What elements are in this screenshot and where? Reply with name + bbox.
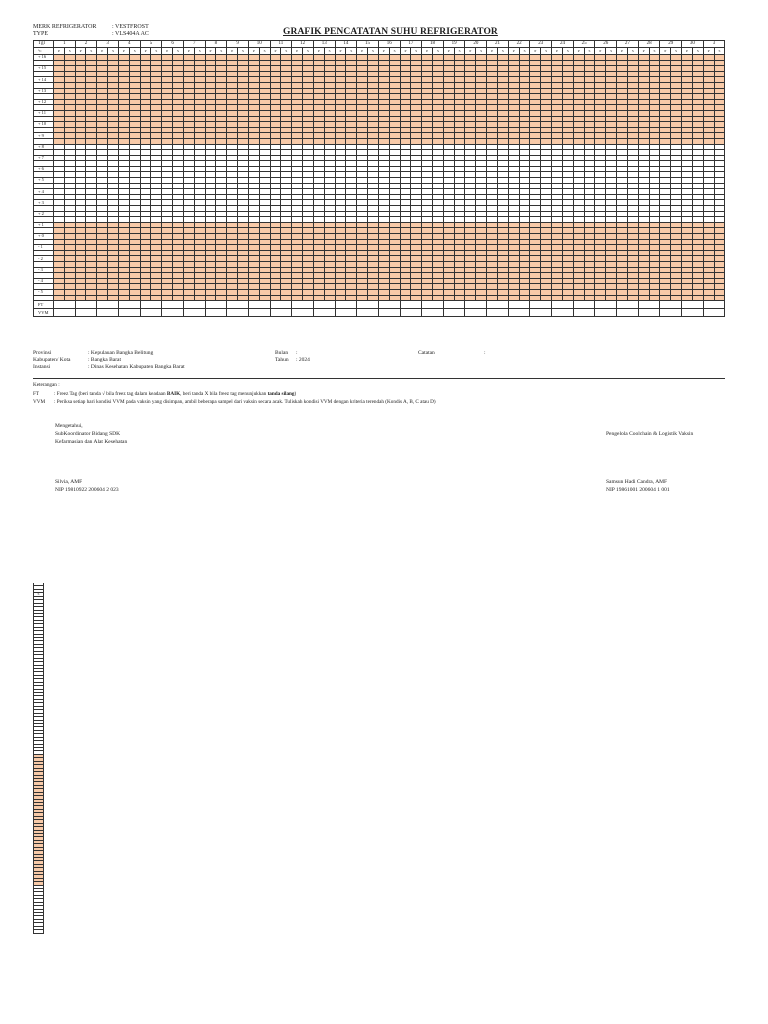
ft-row-cell: [573, 301, 595, 309]
ft-note: [54, 390, 296, 398]
time-header: S: [259, 48, 270, 55]
day-header: 8: [205, 41, 227, 48]
vvm-row-cell: [465, 309, 487, 317]
vvm-row-cell: [183, 309, 205, 317]
temperature-label: + 10: [34, 122, 54, 128]
day-header: 20: [465, 41, 487, 48]
temperature-label: - 4: [34, 278, 54, 284]
time-header: S: [454, 48, 465, 55]
time-header: S: [497, 48, 508, 55]
time-header: P: [75, 48, 86, 55]
ft-row-cell: [400, 301, 422, 309]
temperature-label: + 3: [34, 200, 54, 206]
time-header: S: [692, 48, 703, 55]
time-header: P: [313, 48, 324, 55]
day-header: 6: [162, 41, 184, 48]
time-header: S: [389, 48, 400, 55]
time-header: S: [671, 48, 682, 55]
merk-label: MERK REFRIGERATOR: [33, 24, 97, 30]
time-header: P: [638, 48, 649, 55]
vvm-row-cell: [660, 309, 682, 317]
sig-left-nip: NIP 19810922 200604 2 023: [55, 487, 119, 493]
day-header: 14: [335, 41, 357, 48]
vvm-note-key: VVM: [33, 399, 46, 405]
ft-row-cell: [638, 301, 660, 309]
time-header: S: [216, 48, 227, 55]
ft-note-bold-2: tanda silang: [267, 391, 295, 397]
time-header: P: [508, 48, 519, 55]
temperature-label: + 11: [34, 110, 54, 116]
vvm-row-cell: [118, 309, 140, 317]
ft-row-cell: [595, 301, 617, 309]
vvm-row-cell: [682, 309, 704, 317]
keterangan-label: Keterangan :: [33, 382, 60, 388]
day-header: 3: [97, 41, 119, 48]
day-header: 16: [378, 41, 400, 48]
ft-row: [34, 301, 725, 309]
day-header: 17: [400, 41, 422, 48]
time-header: S: [238, 48, 249, 55]
time-header: S: [86, 48, 97, 55]
ft-row-cell: [183, 301, 205, 309]
temperature-label: + 1: [34, 222, 54, 228]
time-header: S: [173, 48, 184, 55]
time-header: P: [335, 48, 346, 55]
ft-row-cell: [552, 301, 574, 309]
ft-row-cell: [530, 301, 552, 309]
celsius-label: °C: [34, 48, 54, 55]
ft-row-cell: [97, 301, 119, 309]
vvm-row-cell: [638, 309, 660, 317]
sig-left-name: Silvia, AMF: [55, 479, 83, 485]
temperature-label: - 5: [34, 289, 54, 295]
day-header: 5: [140, 41, 162, 48]
ft-row-cell: [162, 301, 184, 309]
bulan-value: :: [296, 350, 298, 356]
vvm-row-cell: [313, 309, 335, 317]
temperature-label: + 16: [34, 55, 54, 61]
time-header: P: [487, 48, 498, 55]
provinsi-value: : Kepulauan Bangka Belitung: [88, 350, 154, 356]
ft-row-cell: [75, 301, 97, 309]
time-header: P: [183, 48, 194, 55]
temperature-label: + 7: [34, 155, 54, 161]
temperature-label: + 13: [34, 88, 54, 94]
temperature-grid: [33, 40, 725, 317]
temperature-label: + 8: [34, 144, 54, 150]
sig-right-name: Samsun Hadi Candra, AMF: [606, 479, 668, 485]
temperature-label: + 12: [34, 99, 54, 105]
time-header: S: [64, 48, 75, 55]
day-header: 25: [573, 41, 595, 48]
time-header: S: [346, 48, 357, 55]
time-header: P: [162, 48, 173, 55]
time-header: P: [118, 48, 129, 55]
temperature-label: + 15: [34, 66, 54, 72]
day-header: 26: [595, 41, 617, 48]
vvm-row-cell: [617, 309, 639, 317]
ft-row-cell: [357, 301, 379, 309]
vvm-row-cell: [400, 309, 422, 317]
ft-row-cell: [118, 301, 140, 309]
ft-row-cell: [227, 301, 249, 309]
time-header: P: [422, 48, 433, 55]
temperature-label: + 2: [34, 211, 54, 217]
day-header: 29: [660, 41, 682, 48]
vvm-row-cell: [292, 309, 314, 317]
ft-row-cell: [54, 301, 76, 309]
ft-row-cell: [270, 301, 292, 309]
kabupaten-value: : Bangka Barat: [88, 357, 121, 363]
temperature-label: + 6: [34, 166, 54, 172]
catatan-label: Catatan: [418, 350, 435, 356]
ft-row-cell: [703, 301, 725, 309]
time-header: S: [281, 48, 292, 55]
time-header: S: [108, 48, 119, 55]
vvm-row-label: VVM: [34, 309, 54, 317]
time-header: P: [292, 48, 303, 55]
vvm-row-cell: [703, 309, 725, 317]
day-header-row: [34, 41, 725, 48]
vvm-note: : Periksa setiap hari kondisi VVM pada vaksin yang disimpan, ambil beberapa sampel dari vaksin secara acak. Tuliskah kondisi VVM dengan kriteria terendah (Kondis A, B, C atau D): [54, 399, 436, 405]
temperature-label: + 14: [34, 77, 54, 83]
time-header: P: [357, 48, 368, 55]
day-header: 22: [508, 41, 530, 48]
sig-left-line3: Kefarmasian dan Alat Kesehatan: [55, 439, 128, 445]
vvm-row-cell: [422, 309, 444, 317]
time-header: P: [573, 48, 584, 55]
ft-row-cell: [422, 301, 444, 309]
time-header: P: [248, 48, 259, 55]
vvm-row-cell: [248, 309, 270, 317]
temperature-label: - 2: [34, 256, 54, 262]
time-header: S: [303, 48, 314, 55]
ft-row-cell: [205, 301, 227, 309]
ft-row-cell: [140, 301, 162, 309]
ft-row-cell: [443, 301, 465, 309]
temperature-label: - 1: [34, 245, 54, 251]
vvm-row-cell: [357, 309, 379, 317]
time-header: S: [194, 48, 205, 55]
bulan-label: Bulan: [275, 350, 289, 356]
time-header: P: [703, 48, 714, 55]
time-header: P: [378, 48, 389, 55]
vvm-row-cell: [508, 309, 530, 317]
vvm-row-cell: [227, 309, 249, 317]
day-header: 3: [703, 41, 725, 48]
instansi-value: : Dinas Kesehatan Kabupaten Bangka Barat: [88, 364, 185, 370]
ft-row-cell: [335, 301, 357, 309]
time-header: P: [97, 48, 108, 55]
vvm-row-cell: [443, 309, 465, 317]
ft-note-text-1: : Freez Tag (beri tanda √ bila freez tag dalam keadaan: [54, 391, 167, 397]
time-header: S: [151, 48, 162, 55]
strip-cell: [34, 930, 43, 933]
type-label: TYPE: [33, 31, 48, 37]
strip-cell: S: [34, 593, 43, 596]
time-header: P: [400, 48, 411, 55]
time-header: S: [129, 48, 140, 55]
merk-value: : VESTFROST: [112, 24, 149, 30]
ft-row-cell: [248, 301, 270, 309]
day-header: 13: [313, 41, 335, 48]
vvm-row-cell: [573, 309, 595, 317]
vvm-row-cell: [595, 309, 617, 317]
tgl-label: Tgl: [34, 41, 54, 48]
ft-row-cell: [660, 301, 682, 309]
vvm-row: [34, 309, 725, 317]
ft-row-cell: [378, 301, 400, 309]
time-header: S: [368, 48, 379, 55]
day-header: 4: [118, 41, 140, 48]
temperature-label: + 9: [34, 133, 54, 139]
tahun-label: Tahun: [275, 357, 289, 363]
temperature-label: - 3: [34, 267, 54, 273]
day-header: 18: [422, 41, 444, 48]
temperature-label: + 0: [34, 234, 54, 240]
partial-grid-strip: [33, 583, 44, 934]
ft-note-text-3: ): [294, 391, 297, 397]
time-header: S: [519, 48, 530, 55]
time-header: P: [617, 48, 628, 55]
sig-right-role: Pengelola Coolchain & Logistik Vaksin: [606, 431, 694, 437]
time-header: P: [443, 48, 454, 55]
time-header: S: [476, 48, 487, 55]
day-header: 28: [638, 41, 660, 48]
sig-left-line1: Mengetahui,: [55, 423, 83, 429]
tahun-value: : 2024: [296, 357, 310, 363]
day-header: 2: [75, 41, 97, 48]
vvm-row-cell: [378, 309, 400, 317]
ft-row-cell: [617, 301, 639, 309]
temperature-label: + 5: [34, 178, 54, 184]
day-header: 7: [183, 41, 205, 48]
ft-row-cell: [292, 301, 314, 309]
time-header: P: [552, 48, 563, 55]
vvm-row-cell: [530, 309, 552, 317]
day-header: 19: [443, 41, 465, 48]
divider-line: [33, 378, 725, 379]
day-header: 27: [617, 41, 639, 48]
day-header: 24: [552, 41, 574, 48]
time-header: S: [433, 48, 444, 55]
time-header: S: [411, 48, 422, 55]
vvm-row-cell: [97, 309, 119, 317]
sig-left-line2: SubKoordinator Bidang SDK: [55, 431, 121, 437]
time-header: P: [595, 48, 606, 55]
ft-row-cell: [313, 301, 335, 309]
time-header-row: [34, 48, 725, 55]
day-header: 11: [270, 41, 292, 48]
page-title: GRAFIK PENCATATAN SUHU REFRIGERATOR: [283, 27, 498, 37]
vvm-row-cell: [140, 309, 162, 317]
kabupaten-label: Kabupaten/ Kota: [33, 357, 71, 363]
time-header: S: [627, 48, 638, 55]
day-header: 10: [248, 41, 270, 48]
ft-row-cell: [682, 301, 704, 309]
catatan-value: :: [484, 350, 486, 356]
time-header: S: [714, 48, 725, 55]
time-header: P: [660, 48, 671, 55]
time-header: S: [606, 48, 617, 55]
time-header: P: [205, 48, 216, 55]
vvm-row-cell: [487, 309, 509, 317]
time-header: P: [530, 48, 541, 55]
vvm-row-cell: [75, 309, 97, 317]
vvm-row-cell: [205, 309, 227, 317]
time-header: P: [682, 48, 693, 55]
ft-note-key: FT: [33, 391, 40, 397]
sig-right-nip: NIP 19861001 200604 1 001: [606, 487, 670, 493]
instansi-label: Instansi: [33, 364, 51, 370]
time-header: S: [324, 48, 335, 55]
day-header: 1: [54, 41, 76, 48]
vvm-row-cell: [552, 309, 574, 317]
ft-row-cell: [465, 301, 487, 309]
time-header: P: [227, 48, 238, 55]
time-header: P: [140, 48, 151, 55]
ft-note-text-2: , beri tanda X bila freez tag menunjukkan: [180, 391, 268, 397]
time-header: S: [541, 48, 552, 55]
ft-note-bold-1: BAIK: [166, 391, 181, 397]
vvm-row-cell: [270, 309, 292, 317]
time-header: P: [54, 48, 65, 55]
day-header: 12: [292, 41, 314, 48]
ft-row-cell: [487, 301, 509, 309]
time-header: P: [270, 48, 281, 55]
day-header: 23: [530, 41, 552, 48]
vvm-row-cell: [335, 309, 357, 317]
time-header: P: [465, 48, 476, 55]
day-header: 21: [487, 41, 509, 48]
vvm-row-cell: [54, 309, 76, 317]
day-header: 9: [227, 41, 249, 48]
temperature-label: + 4: [34, 189, 54, 195]
vvm-row-cell: [162, 309, 184, 317]
type-value: : VLS404A AC: [112, 31, 149, 37]
ft-row-cell: [508, 301, 530, 309]
day-header: 15: [357, 41, 379, 48]
ft-row-label: FT: [34, 301, 54, 309]
provinsi-label: Provinsi: [33, 350, 52, 356]
day-header: 30: [682, 41, 704, 48]
time-header: S: [584, 48, 595, 55]
time-header: S: [562, 48, 573, 55]
time-header: S: [649, 48, 660, 55]
